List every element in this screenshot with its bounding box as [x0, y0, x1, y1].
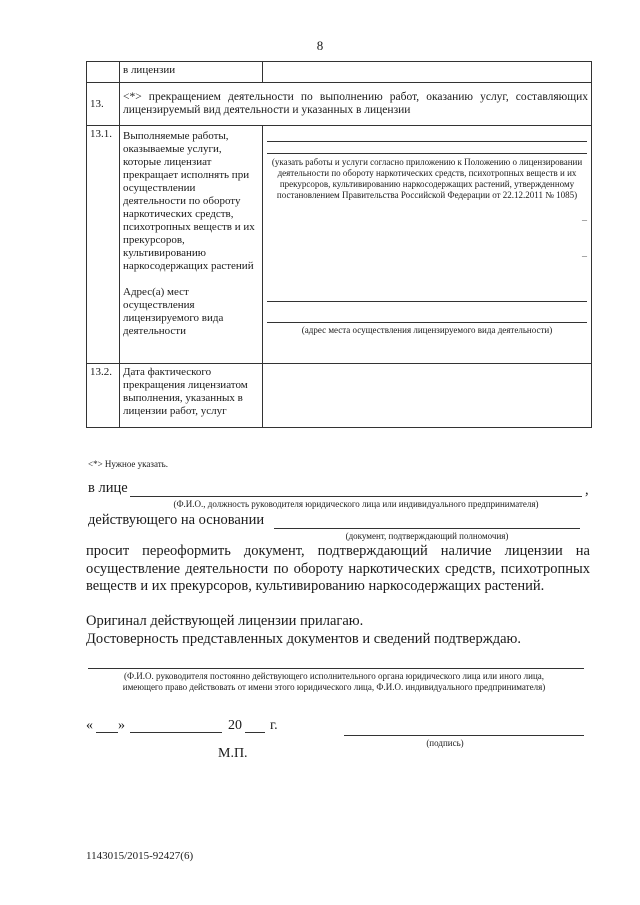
- row-value-cell[interactable]: [263, 62, 592, 83]
- in-person-field[interactable]: [130, 496, 582, 497]
- basis-label: действующего на основании: [88, 512, 265, 528]
- date-open-quote: «: [86, 718, 93, 733]
- date-year-suffix: г.: [270, 718, 278, 733]
- row-number-cell: 13.1.: [87, 126, 120, 364]
- works-line-1[interactable]: [267, 141, 587, 142]
- licence-form-table: [86, 61, 592, 428]
- dash-mark: –: [582, 251, 587, 262]
- footnote: <*> Нужное указать.: [88, 459, 169, 469]
- signatory-hint: (Ф.И.О. руководителя постоянно действующего исполнительного органа юридического лица или иного лица, имеющего право действовать от имени этого юридического лица, Ф.И.О. индивидуального предпринимателя): [122, 671, 546, 692]
- address-label: Адрес(а) мест осуществления лицензируемого вида деятельности: [123, 286, 224, 337]
- works-label: Выполняемые работы, оказываемые услуги, которые лицензиат прекращает исполнять при осуществлении деятельности по обороту наркотических средств, психотропных веществ и их прекурсоров, культивированию наркосодержащих растений: [123, 130, 255, 272]
- dash-mark: –: [582, 215, 587, 226]
- address-hint: (адрес места осуществления лицензируемого вида деятельности): [301, 325, 553, 335]
- in-person-hint: (Ф.И.О., должность руководителя юридического лица или индивидуального предпринимателя): [173, 499, 539, 509]
- works-hint: (указать работы и услуги согласно приложению к Положению о лицензировании деятельности по обороту наркотических средств, психотропных веществ и их прекурсоров, культивированию наркосодержащих растений, утвержденному постановлением Правительства Российской Федерации от 22.12.2011 № 1085): [271, 157, 583, 200]
- works-line-2[interactable]: [267, 153, 587, 154]
- address-line-2[interactable]: [267, 322, 587, 323]
- document-id: 1143015/2015-92427(6): [86, 850, 194, 862]
- stamp-label: М.П.: [218, 746, 248, 761]
- row-13-1-fields: [263, 126, 592, 364]
- reliability-statement: Достоверность представленных документов и сведений подтверждаю.: [86, 631, 521, 647]
- table-row-licence: [87, 62, 592, 83]
- row-label-cell: в лицензии: [120, 62, 263, 83]
- row-13-1-labels: [120, 126, 263, 364]
- date-year-prefix: 20: [228, 718, 242, 733]
- table-row-13-2: [87, 364, 592, 428]
- row-number-cell: [87, 62, 120, 83]
- address-line-1[interactable]: [267, 301, 587, 302]
- comma: ,: [585, 482, 589, 498]
- row-number-cell: 13.: [87, 83, 120, 126]
- signatory-field[interactable]: [88, 668, 584, 669]
- in-person-label: в лице: [88, 480, 128, 496]
- basis-field[interactable]: [274, 528, 580, 529]
- row-13-2-label: Дата фактического прекращения лицензиатом выполнения, указанных в лицензии работ, услуг: [120, 364, 263, 428]
- basis-hint: (документ, подтверждающий полномочия): [345, 531, 509, 541]
- table-row-13-1: [87, 126, 592, 364]
- date-day-field[interactable]: [96, 732, 118, 733]
- request-paragraph: просит переоформить документ, подтверждающий наличие лицензии на осуществление деятельности по обороту наркотических средств, психотропных веществ и их прекурсоров, культивированию наркосодержащих растений.: [86, 543, 590, 594]
- row-13-2-value[interactable]: [263, 364, 592, 428]
- table-row-13: [87, 83, 592, 126]
- page-number: 8: [316, 38, 324, 53]
- date-year-field[interactable]: [245, 732, 265, 733]
- row-13-text: <*> прекращением деятельности по выполнению работ, оказанию услуг, составляющих лицензируемый вид деятельности и указанных в лицензии: [120, 83, 592, 126]
- original-statement: Оригинал действующей лицензии прилагаю.: [86, 613, 364, 629]
- signature-field[interactable]: [344, 735, 584, 736]
- date-close-quote: »: [118, 718, 125, 733]
- date-month-field[interactable]: [130, 732, 222, 733]
- signature-hint: (подпись): [426, 738, 464, 748]
- row-number-cell: 13.2.: [87, 364, 120, 428]
